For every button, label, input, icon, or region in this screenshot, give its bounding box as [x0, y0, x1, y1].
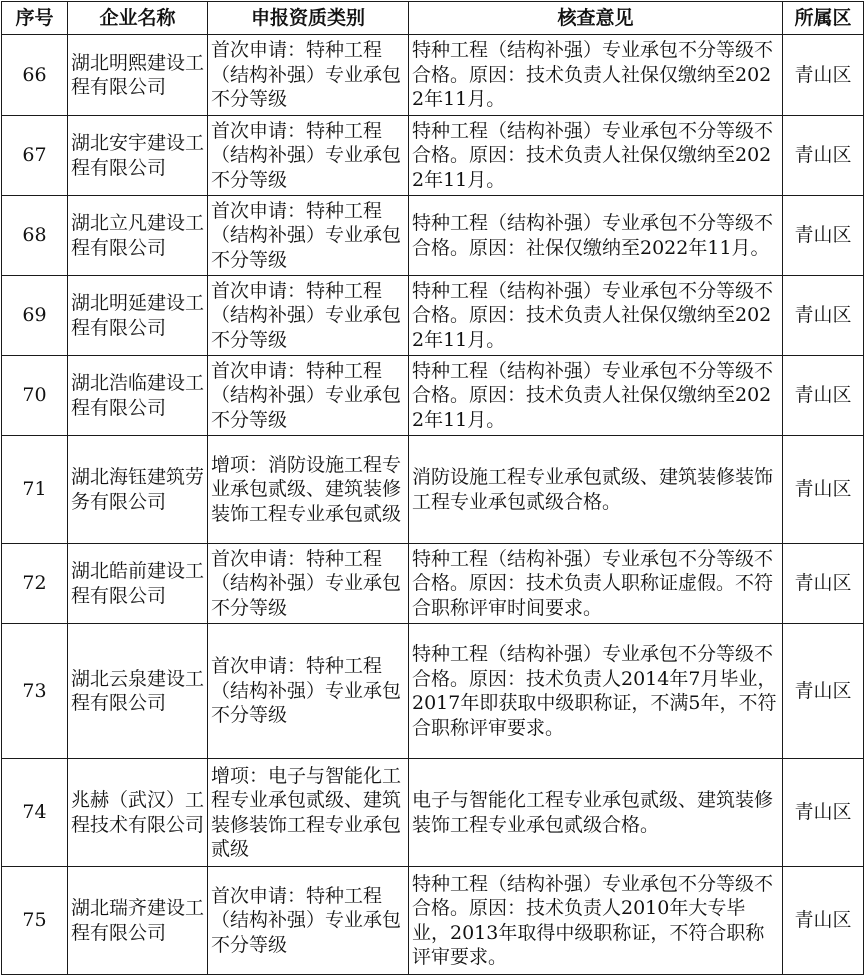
- review-opinion: 特种工程（结构补强）专业承包不分等级不合格。原因：技术负责人社保仅缴纳至2022年11月。: [409, 276, 783, 356]
- row-number: 73: [2, 624, 68, 759]
- company-name: 湖北立凡建设工程有限公司: [68, 196, 208, 276]
- table-row: [2, 544, 864, 624]
- district: 青山区: [783, 116, 864, 196]
- qualification-type: 首次申请：特种工程（结构补强）专业承包不分等级: [208, 867, 409, 975]
- row-number: 69: [2, 276, 68, 356]
- header-no: 序号: [2, 2, 68, 35]
- table-row: [2, 276, 864, 356]
- table-row: [2, 624, 864, 759]
- qualification-type: 首次申请：特种工程（结构补强）专业承包不分等级: [208, 116, 409, 196]
- qualification-type: 首次申请：特种工程（结构补强）专业承包不分等级: [208, 196, 409, 276]
- company-name: 湖北浩临建设工程有限公司: [68, 356, 208, 436]
- qualification-type: 首次申请：特种工程（结构补强）专业承包不分等级: [208, 35, 409, 116]
- review-opinion: 特种工程（结构补强）专业承包不分等级不合格。原因：技术负责人2014年7月毕业，2017年即获取中级职称证，不满5年，不符合职称评审要求。: [409, 624, 783, 759]
- district: 青山区: [783, 624, 864, 759]
- review-opinion: 特种工程（结构补强）专业承包不分等级不合格。原因：社保仅缴纳至2022年11月。: [409, 196, 783, 276]
- district: 青山区: [783, 544, 864, 624]
- company-name: 湖北皓前建设工程有限公司: [68, 544, 208, 624]
- qualification-type: 首次申请：特种工程（结构补强）专业承包不分等级: [208, 624, 409, 759]
- qualification-type: 首次申请：特种工程（结构补强）专业承包不分等级: [208, 544, 409, 624]
- review-opinion: 特种工程（结构补强）专业承包不分等级不合格。原因：技术负责人社保仅缴纳至2022年11月。: [409, 116, 783, 196]
- table-row: [2, 759, 864, 867]
- row-number: 68: [2, 196, 68, 276]
- row-number: 72: [2, 544, 68, 624]
- table-row: [2, 867, 864, 975]
- header-company: 企业名称: [68, 2, 208, 35]
- company-name: 湖北明延建设工程有限公司: [68, 276, 208, 356]
- district: 青山区: [783, 276, 864, 356]
- header-district: 所属区: [783, 2, 864, 35]
- table-row: [2, 35, 864, 116]
- company-name: 湖北安宇建设工程有限公司: [68, 116, 208, 196]
- qualification-type: 首次申请：特种工程（结构补强）专业承包不分等级: [208, 356, 409, 436]
- qualification-review-table: [1, 1, 864, 975]
- district: 青山区: [783, 759, 864, 867]
- company-name: 兆赫（武汉）工程技术有限公司: [68, 759, 208, 867]
- review-opinion: 消防设施工程专业承包贰级、建筑装修装饰工程专业承包贰级合格。: [409, 436, 783, 544]
- district: 青山区: [783, 436, 864, 544]
- row-number: 75: [2, 867, 68, 975]
- row-number: 70: [2, 356, 68, 436]
- company-name: 湖北云泉建设工程有限公司: [68, 624, 208, 759]
- review-opinion: 特种工程（结构补强）专业承包不分等级不合格。原因：技术负责人2010年大专毕业，2013年取得中级职称证，不符合职称评审要求。: [409, 867, 783, 975]
- qualification-type: 增项：消防设施工程专业承包贰级、建筑装修装饰工程专业承包贰级: [208, 436, 409, 544]
- company-name: 湖北瑞齐建设工程有限公司: [68, 867, 208, 975]
- table-row: [2, 356, 864, 436]
- review-opinion: 特种工程（结构补强）专业承包不分等级不合格。原因：技术负责人职称证虚假。不符合职称评审时间要求。: [409, 544, 783, 624]
- row-number: 66: [2, 35, 68, 116]
- district: 青山区: [783, 356, 864, 436]
- table-header-row: [2, 2, 864, 35]
- district: 青山区: [783, 867, 864, 975]
- company-name: 湖北明熙建设工程有限公司: [68, 35, 208, 116]
- header-qualification: 申报资质类别: [208, 2, 409, 35]
- table-row: [2, 116, 864, 196]
- row-number: 67: [2, 116, 68, 196]
- qualification-type: 首次申请：特种工程（结构补强）专业承包不分等级: [208, 276, 409, 356]
- district: 青山区: [783, 196, 864, 276]
- row-number: 74: [2, 759, 68, 867]
- company-name: 湖北海钰建筑劳务有限公司: [68, 436, 208, 544]
- table-row: [2, 196, 864, 276]
- header-opinion: 核查意见: [409, 2, 783, 35]
- district: 青山区: [783, 35, 864, 116]
- review-opinion: 特种工程（结构补强）专业承包不分等级不合格。原因：技术负责人社保仅缴纳至2022年11月。: [409, 356, 783, 436]
- review-opinion: 电子与智能化工程专业承包贰级、建筑装修装饰工程专业承包贰级合格。: [409, 759, 783, 867]
- row-number: 71: [2, 436, 68, 544]
- table-row: [2, 436, 864, 544]
- qualification-type: 增项：电子与智能化工程专业承包贰级、建筑装修装饰工程专业承包贰级: [208, 759, 409, 867]
- review-opinion: 特种工程（结构补强）专业承包不分等级不合格。原因：技术负责人社保仅缴纳至2022年11月。: [409, 35, 783, 116]
